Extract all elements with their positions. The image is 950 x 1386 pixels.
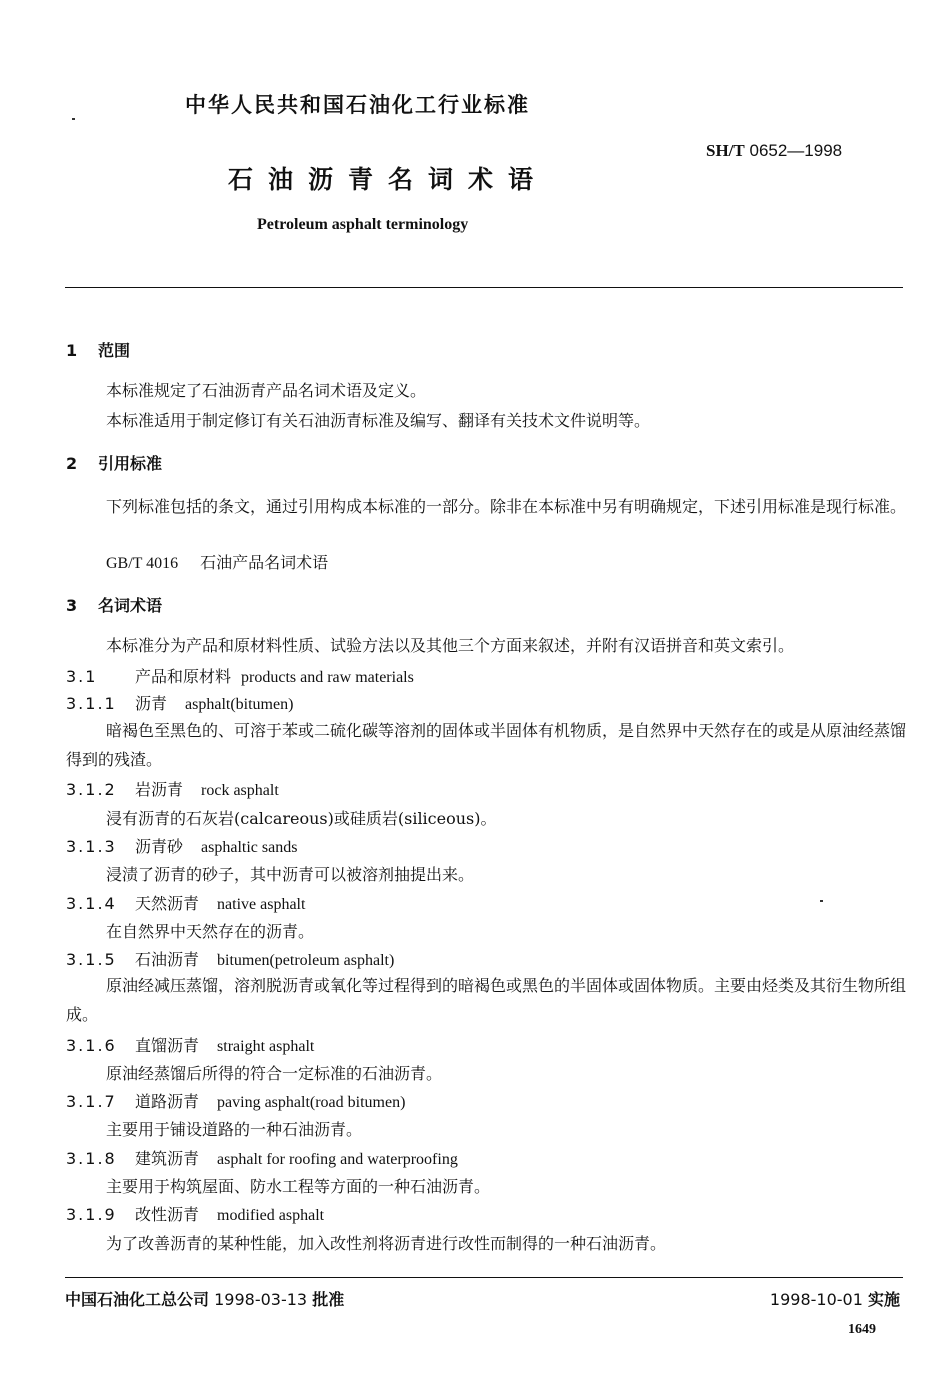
- term-cn: 改性沥青: [135, 1205, 200, 1224]
- term-number: 3.1.7: [66, 1092, 117, 1111]
- term-number: 3.1.3: [66, 837, 117, 856]
- subsection-title-en: products and raw materials: [241, 669, 414, 686]
- term-number: 3.1.5: [66, 950, 117, 969]
- term-cn: 岩沥青: [135, 780, 184, 799]
- term-number: 3.1.6: [66, 1036, 117, 1055]
- term-en: paving asphalt(road bitumen): [217, 1094, 406, 1111]
- section-3-heading: [66, 593, 162, 616]
- term-definition: 主要用于构筑屋面、防水工程等方面的一种石油沥青。: [106, 1177, 491, 1196]
- subsection-heading: [66, 664, 414, 687]
- term-definition: 暗褐色至黑色的、可溶于苯或二硫化碳等溶剂的固体或半固体有机物质，是自然界中天然存在的或是从原油经蒸馏得到的残渣。: [66, 721, 907, 769]
- standard-code-prefix: SH/T: [706, 141, 745, 160]
- section-title: 名词术语: [98, 596, 163, 615]
- section-3-intro: 本标准分为产品和原材料性质、试验方法以及其他三个方面来叙述，并附有汉语拼音和英文索引。: [106, 636, 795, 655]
- section-title: 范围: [98, 341, 131, 360]
- term-cn: 天然沥青: [135, 894, 200, 913]
- term-cn: 直馏沥青: [135, 1036, 200, 1055]
- term-heading: [66, 947, 394, 970]
- section-2-paragraph: 下列标准包括的条文，通过引用构成本标准的一部分。除非在本标准中另有明确规定，下述引用标准是现行标准。: [106, 497, 907, 516]
- reference-code: GB/T 4016: [106, 555, 179, 572]
- term-definition: 为了改善沥青的某种性能，加入改性剂将沥青进行改性而制得的一种石油沥青。: [106, 1234, 667, 1253]
- approval-date: 1998-03-13: [214, 1290, 308, 1309]
- term-en: asphalt(bitumen): [185, 696, 294, 713]
- term-cn: 沥青: [135, 694, 168, 713]
- footer-rule: [65, 1277, 903, 1278]
- term-definition: 主要用于铺设道路的一种石油沥青。: [106, 1120, 363, 1139]
- term-definition: 在自然界中天然存在的沥青。: [106, 922, 315, 941]
- term-number: 3.1.4: [66, 894, 117, 913]
- reference-entry: [106, 550, 328, 573]
- term-number: 3.1.1: [66, 694, 117, 713]
- effective-label: 实施: [867, 1290, 900, 1309]
- term-heading: [66, 1089, 405, 1112]
- reference-title: 石油产品名词术语: [200, 553, 329, 572]
- term-en: bitumen(petroleum asphalt): [217, 952, 395, 969]
- document-title: 石油沥青名词术语: [228, 165, 549, 194]
- term-cn: 沥青砂: [135, 837, 184, 856]
- section-2-heading: [66, 451, 162, 474]
- section-title: 引用标准: [98, 454, 163, 473]
- approval-org: 中国石油化工总公司: [65, 1290, 210, 1309]
- publisher-line: 中华人民共和国石油化工行业标准: [185, 93, 530, 117]
- term-number: 3.1.2: [66, 780, 117, 799]
- term-definition: 浸渍了沥青的砂子，其中沥青可以被溶剂抽提出来。: [106, 865, 475, 884]
- section-1-paragraph-2: 本标准适用于制定修订有关石油沥青标准及编写、翻译有关技术文件说明等。: [106, 411, 651, 430]
- approval-label: 批准: [312, 1290, 345, 1309]
- section-number: 3: [66, 596, 78, 615]
- page-number: 1649: [848, 1322, 876, 1337]
- standard-code-number: 0652—1998: [749, 141, 843, 160]
- section-number: 1: [66, 341, 78, 360]
- term-definition: 原油经减压蒸馏，溶剂脱沥青或氧化等过程得到的暗褐色或黑色的半固体或固体物质。主要由烃类及其衍生物所组成。: [66, 976, 907, 1024]
- section-1-paragraph-1: 本标准规定了石油沥青产品名词术语及定义。: [106, 381, 427, 400]
- standard-code: [706, 141, 842, 161]
- term-cn: 石油沥青: [135, 950, 200, 969]
- scan-speck: [820, 900, 823, 902]
- effective-date: 1998-10-01: [769, 1290, 863, 1309]
- term-heading: [66, 1033, 314, 1056]
- term-definition: 原油经蒸馏后所得的符合一定标准的石油沥青。: [106, 1064, 443, 1083]
- scan-speck: [72, 118, 75, 120]
- subsection-title-cn: 产品和原材料: [135, 667, 232, 686]
- document-subtitle: Petroleum asphalt terminology: [257, 216, 469, 233]
- term-number: 3.1.8: [66, 1149, 117, 1168]
- term-en: straight asphalt: [217, 1038, 315, 1055]
- section-1-heading: [66, 338, 130, 361]
- header-rule: [65, 287, 903, 288]
- term-en: modified asphalt: [217, 1207, 325, 1224]
- term-heading: [66, 777, 279, 800]
- subsection-number: 3.1: [66, 667, 98, 686]
- term-en: asphaltic sands: [201, 839, 298, 856]
- approval-line: [65, 1287, 344, 1310]
- term-en: native asphalt: [217, 896, 306, 913]
- term-heading: [66, 891, 305, 914]
- term-en: asphalt for roofing and waterproofing: [217, 1151, 458, 1168]
- section-number: 2: [66, 454, 78, 473]
- term-cn: 道路沥青: [135, 1092, 200, 1111]
- term-heading: [66, 1202, 324, 1225]
- term-heading: [66, 691, 293, 714]
- term-heading: [66, 834, 297, 857]
- effective-line: [770, 1287, 900, 1310]
- term-cn: 建筑沥青: [135, 1149, 200, 1168]
- term-en: rock asphalt: [201, 782, 279, 799]
- term-definition: 浸有沥青的石灰岩(calcareous)或硅质岩(siliceous)。: [106, 809, 497, 828]
- term-heading: [66, 1146, 458, 1169]
- term-number: 3.1.9: [66, 1205, 117, 1224]
